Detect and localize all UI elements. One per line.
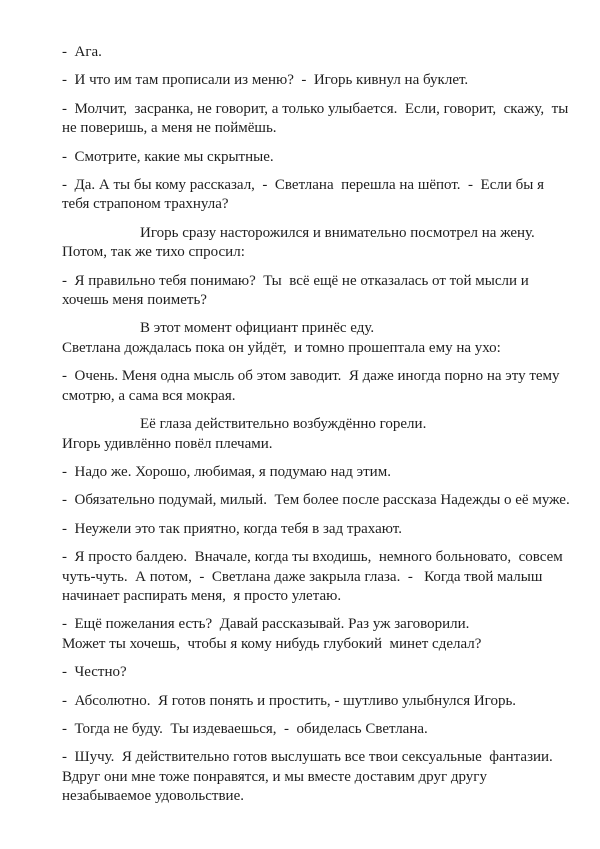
text-line: не поверишь, а меня не поймёшь. — [62, 120, 277, 137]
text-line: - Надо же. Хорошо, любимая, я подумаю над этим. — [62, 463, 391, 480]
text-line: - Ага. — [62, 44, 102, 60]
text-line: чуть-чуть. А потом, - Светлана даже закрыла глаза. - Когда твой малыш — [62, 568, 543, 585]
dialogue-paragraph — [62, 176, 564, 215]
text-line: - Я правильно тебя понимаю? Ты всё ещё не отказалась от той мысли и — [62, 272, 529, 289]
text-content — [62, 43, 570, 807]
dialogue-paragraph — [62, 272, 564, 311]
dialogue-paragraph — [62, 43, 564, 62]
text-line: - Ещё пожелания есть? Давай рассказывай. Раз уж заговорили. — [62, 616, 470, 633]
text-line: - Шучу. Я действительно готов выслушать все твои сексуальные фантазии. — [62, 749, 553, 766]
dialogue-paragraph — [62, 720, 564, 739]
text-line: Вдруг они мне тоже понравятся, и мы вместе доставим друг другу — [62, 768, 487, 785]
text-line: - Молчит, засранка, не говорит, а только улыбается. Если, говорит, скажу, ты — [62, 100, 569, 117]
text-line: В этот момент официант принёс еду. — [140, 320, 375, 337]
text-line: Светлана дождалась пока он уйдёт, и томно прошептала ему на ухо: — [62, 339, 501, 356]
text-line: - Неужели это так приятно, когда тебя в зад трахают. — [62, 520, 402, 537]
text-line: Её глаза действительно возбуждённо горели. — [140, 416, 427, 433]
dialogue-paragraph — [62, 148, 564, 167]
text-line: - И что им там прописали из меню? - Игорь кивнул на буклет. — [62, 72, 469, 89]
dialogue-paragraph — [62, 367, 564, 406]
text-line: начинает распирать меня, я просто улетаю. — [62, 587, 342, 604]
dialogue-paragraph — [62, 463, 564, 482]
text-line: - Обязательно подумай, милый. Тем более после рассказа Надежды о её муже. — [62, 492, 570, 509]
dialogue-paragraph — [62, 692, 564, 711]
text-line: - Абсолютно. Я готов понять и простить, - шутливо улыбнулся Игорь. — [62, 692, 517, 709]
narration-paragraph — [62, 224, 564, 263]
text-line: хочешь меня поиметь? — [62, 292, 207, 309]
text-line: - Да. А ты бы кому рассказал, - Светлана перешла на шёпот. - Если бы я — [62, 177, 544, 194]
text-line: смотрю, а сама вся мокрая. — [62, 387, 236, 404]
text-line: незабываемое удовольствие. — [62, 788, 244, 805]
text-line: Игорь удивлённо повёл плечами. — [62, 435, 273, 452]
text-line: - Тогда не буду. Ты издеваешься, - обиделась Светлана. — [62, 720, 428, 737]
text-line: - Честно? — [62, 664, 127, 681]
text-line: тебя страпоном трахнула? — [62, 196, 229, 213]
dialogue-paragraph — [62, 663, 564, 682]
dialogue-paragraph — [62, 71, 564, 90]
text-line: Потом, так же тихо спросил: — [62, 244, 245, 261]
text-line: - Очень. Меня одна мысль об этом заводит. Я даже иногда порно на эту тему — [62, 368, 560, 385]
narration-paragraph — [62, 319, 564, 358]
text-line: Может ты хочешь, чтобы я кому нибудь глубокий минет сделал? — [62, 635, 482, 652]
dialogue-paragraph — [62, 491, 570, 510]
dialogue-paragraph — [62, 520, 564, 539]
narration-paragraph — [62, 415, 564, 454]
dialogue-paragraph — [62, 548, 564, 606]
text-line: - Смотрите, какие мы скрытные. — [62, 148, 274, 165]
dialogue-paragraph — [62, 100, 569, 139]
dialogue-paragraph — [62, 615, 564, 654]
dialogue-paragraph — [62, 748, 564, 806]
text-line: - Я просто балдею. Вначале, когда ты входишь, немного больновато, совсем — [62, 549, 563, 566]
text-line: Игорь сразу насторожился и внимательно посмотрел на жену. — [140, 224, 535, 241]
